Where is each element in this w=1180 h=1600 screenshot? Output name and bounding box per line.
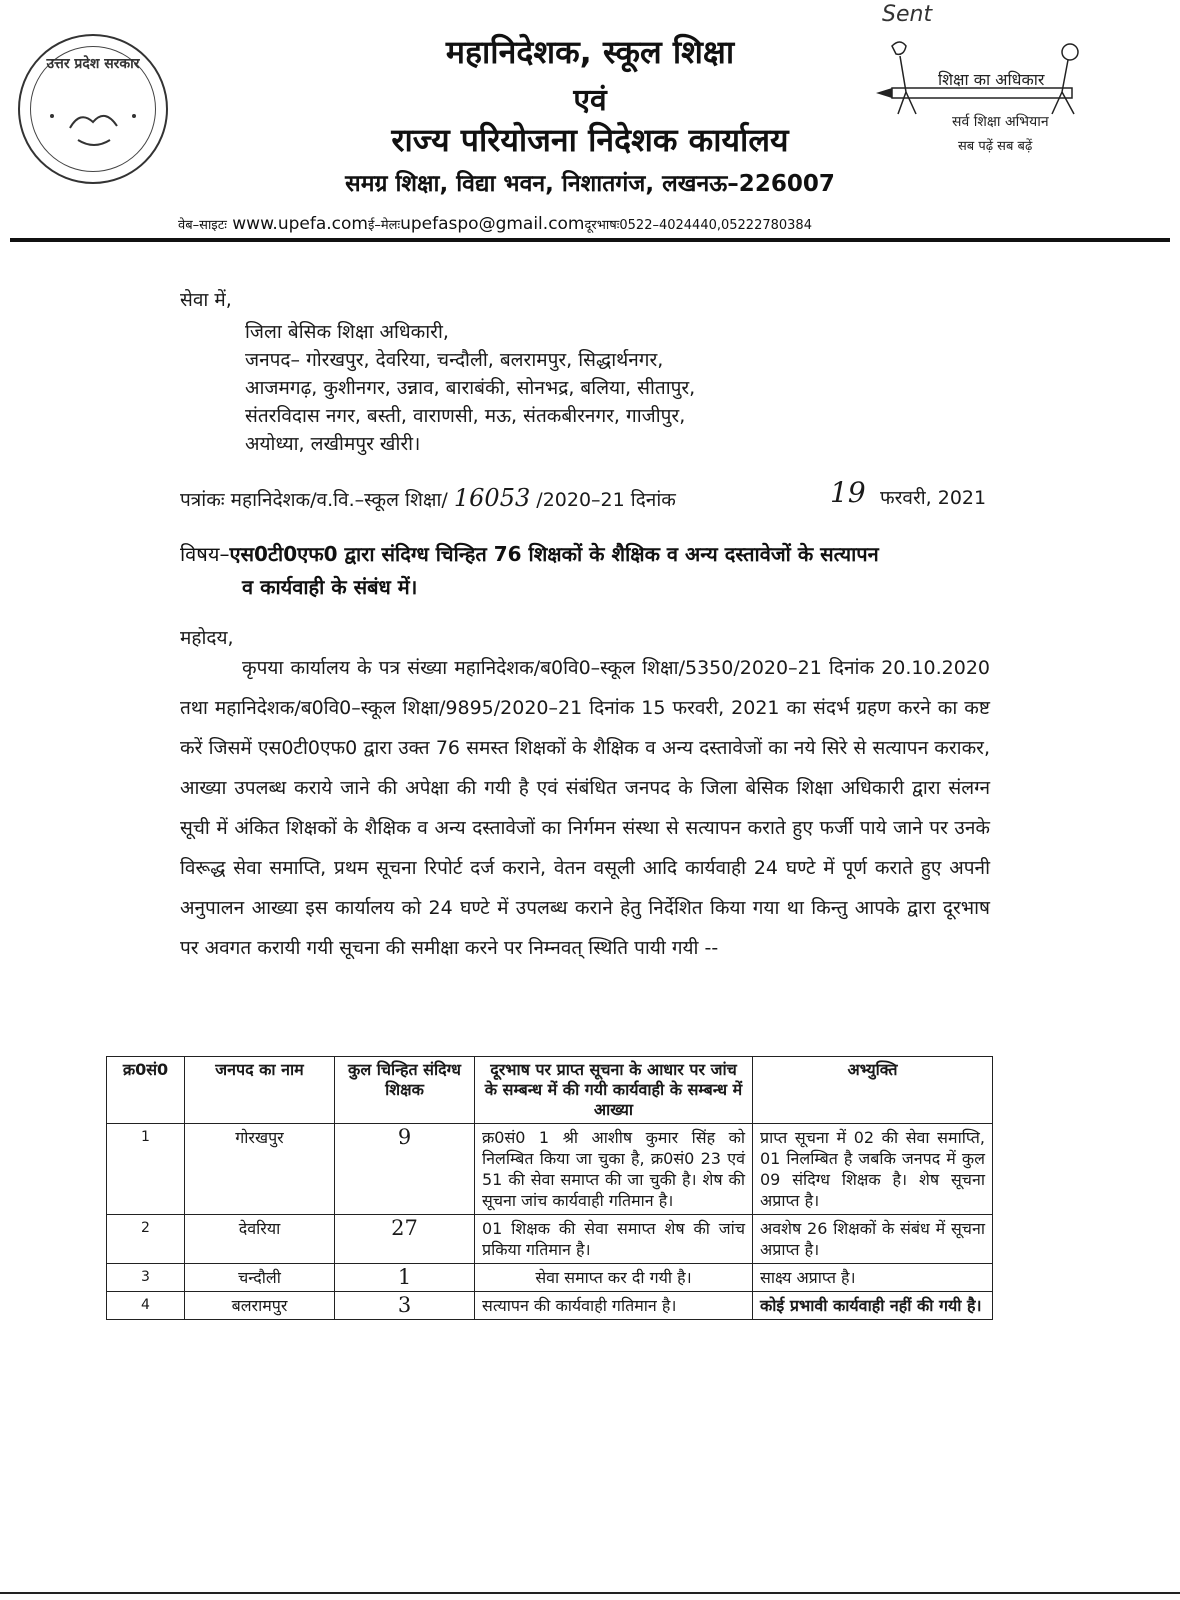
- district-line: आजमगढ़, कुशीनगर, उन्नाव, बाराबंकी, सोनभद्र, बलिया, सीतापुर,: [245, 377, 696, 399]
- header-divider: [10, 238, 1170, 242]
- subject-block: [180, 540, 879, 600]
- phone-number: 0522–4024440,05222780384: [619, 218, 812, 233]
- district-line: संतरविदास नगर, बस्ती, वाराणसी, मऊ, संतकबीरनगर, गाजीपुर,: [245, 405, 686, 427]
- reference-line: [180, 484, 676, 512]
- ssa-motto: सब पढ़ें सब बढ़ें: [958, 139, 1033, 154]
- remark-cell: साक्ष्य अप्राप्त है।: [753, 1264, 993, 1292]
- district-line: जनपद– गोरखपुर, देवरिया, चन्दौली, बलरामपुर, सिद्धार्थनगर,: [245, 349, 664, 371]
- reference-number: 16053: [453, 484, 531, 512]
- contact-line: [178, 214, 812, 234]
- page-bottom-edge: [0, 1592, 1180, 1594]
- district-cell: देवरिया: [185, 1215, 335, 1264]
- district-line: अयोध्या, लखीमपुर खीरी।: [245, 433, 421, 455]
- header-project-office: राज्य परियोजना निदेशक कार्यालय: [391, 121, 789, 159]
- table-header-row: [107, 1057, 993, 1124]
- report-cell: सेवा समाप्त कर दी गयी है।: [475, 1264, 753, 1292]
- report-cell: 01 शिक्षक की सेवा समाप्त शेष की जांच प्रकिया गतिमान है।: [475, 1215, 753, 1264]
- website-link[interactable]: www.upefa.com: [232, 214, 368, 234]
- rte-logo-title: शिक्षा का अधिकार: [938, 70, 1045, 89]
- district-cell: चन्दौली: [185, 1264, 335, 1292]
- addressee-designation: जिला बेसिक शिक्षा अधिकारी,: [245, 321, 449, 343]
- table-row: [107, 1292, 993, 1320]
- email-link[interactable]: upefaspo@gmail.com: [400, 214, 585, 234]
- subject-line-1: एस0टी0एफ0 द्वारा संदिग्ध चिन्हित 76 शिक्षकों के शैक्षिक व अन्य दस्तावेजों के सत्यापन: [229, 542, 879, 566]
- report-cell: क्र0सं0 1 श्री आशीष कुमार सिंह को निलम्बित किया जा चुका है, क्र0सं0 23 एवं 51 की सेवा समाप्त की जा चुकी है। शेष की सूचना जांच कार्यवाही गतिमान है।: [475, 1124, 753, 1215]
- count-cell: 27: [335, 1215, 475, 1264]
- rte-logo: [862, 2, 1102, 162]
- reference-year: /2020–21 दिनांक: [536, 489, 676, 511]
- col-header-count: कुल चिन्हित संदिग्ध शिक्षक: [335, 1057, 475, 1124]
- header-conjunction: एवं: [573, 83, 607, 118]
- table-row: [107, 1124, 993, 1215]
- serial-cell: 3: [107, 1264, 185, 1292]
- reference-label: पत्रांकः महानिदेशक/व.वि.–स्कूल शिक्षा/: [180, 489, 448, 511]
- email-label: ई–मेलः: [367, 218, 401, 233]
- report-cell: सत्यापन की कार्यवाही गतिमान है।: [475, 1292, 753, 1320]
- district-cell: बलरामपुर: [185, 1292, 335, 1320]
- count-cell: 1: [335, 1264, 475, 1292]
- col-header-report: दूरभाष पर प्राप्त सूचना के आधार पर जांच के सम्बन्ध में की गयी कार्यवाही के सम्बन्ध में आख्या: [475, 1057, 753, 1124]
- col-header-district: जनपद का नाम: [185, 1057, 335, 1124]
- handwritten-signature: Sent: [882, 2, 933, 27]
- serial-cell: 1: [107, 1124, 185, 1215]
- district-status-table: [106, 1056, 993, 1320]
- serial-cell: 2: [107, 1215, 185, 1264]
- subject-line-2: व कार्यवाही के संबंध में।: [242, 575, 418, 599]
- count-cell: 9: [335, 1124, 475, 1215]
- district-cell: गोरखपुर: [185, 1124, 335, 1215]
- salutation: सेवा में,: [180, 289, 232, 311]
- seal-text: उत्तर प्रदेश सरकार: [46, 56, 140, 72]
- ssa-tagline: सर्व शिक्षा अभियान: [952, 114, 1049, 130]
- count-cell: 3: [335, 1292, 475, 1320]
- table-row: [107, 1264, 993, 1292]
- serial-cell: 4: [107, 1292, 185, 1320]
- remark-cell: प्राप्त सूचना में 02 की सेवा समाप्ति, 01 निलम्बित है जबकि जनपद में कुल 09 संदिग्ध शिक्षक है। शेष सूचना अप्राप्त है।: [753, 1124, 993, 1215]
- header-address: समग्र शिक्षा, विद्या भवन, निशातगंज, लखनऊ–226007: [345, 171, 835, 197]
- greeting: महोदय,: [180, 627, 234, 649]
- reference-month-year: फरवरी, 2021: [880, 487, 987, 509]
- header-office-title: महानिदेशक, स्कूल शिक्षा: [445, 33, 735, 71]
- letter-body: कृपया कार्यालय के पत्र संख्या महानिदेशक/ब0वि0–स्कूल शिक्षा/5350/2020–21 दिनांक 20.10.2020 तथा महानिदेशक/ब0वि0–स्कूल शिक्षा/9895/2020–21 दिनांक 15 फरवरी, 2021 का संदर्भ ग्रहण करने का कष्ट करें जिसमें एस0टी0एफ0 द्वारा उक्त 76 समस्त शिक्षकों के शैक्षिक व अन्य दस्तावेजों का नये सिरे से सत्यापन कराकर, आख्या उपलब्ध कराये जाने की अपेक्षा की गयी है एवं संबंधित जनपद के जिला बेसिक शिक्षा अधिकारी द्वारा संलग्न सूची में अंकित शिक्षकों के शैक्षिक व अन्य दस्तावेजों का निर्गमन संस्था से सत्यापन कराते हुए फर्जी पाये जाने पर उनके विरूद्ध सेवा समाप्ति, प्रथम सूचना रिपोर्ट दर्ज कराने, वेतन वसूली आदि कार्यवाही 24 घण्टे में पूर्ण कराते हुए अपनी अनुपालन आख्या इस कार्यालय को 24 घण्टे में उपलब्ध कराने हेतु निर्देशित किया गया था किन्तु आपके द्वारा दूरभाष पर अवगत करायी गयी सूचना की समीक्षा करने पर निम्नवत् स्थिति पायी गयी --: [180, 657, 990, 959]
- table-row: [107, 1215, 993, 1264]
- web-label: वेब–साइटः: [178, 218, 227, 233]
- phone-label: दूरभाषः: [584, 218, 620, 233]
- remark-cell: कोई प्रभावी कार्यवाही नहीं की गयी है।: [753, 1292, 993, 1320]
- remark-cell: अवशेष 26 शिक्षकों के संबंध में सूचना अप्राप्त है।: [753, 1215, 993, 1264]
- reference-day: 19: [830, 476, 866, 509]
- col-header-serial: क्र0सं0: [107, 1057, 185, 1124]
- subject-label: विषय–: [180, 542, 230, 566]
- col-header-remark: अभ्युक्ति: [753, 1057, 993, 1124]
